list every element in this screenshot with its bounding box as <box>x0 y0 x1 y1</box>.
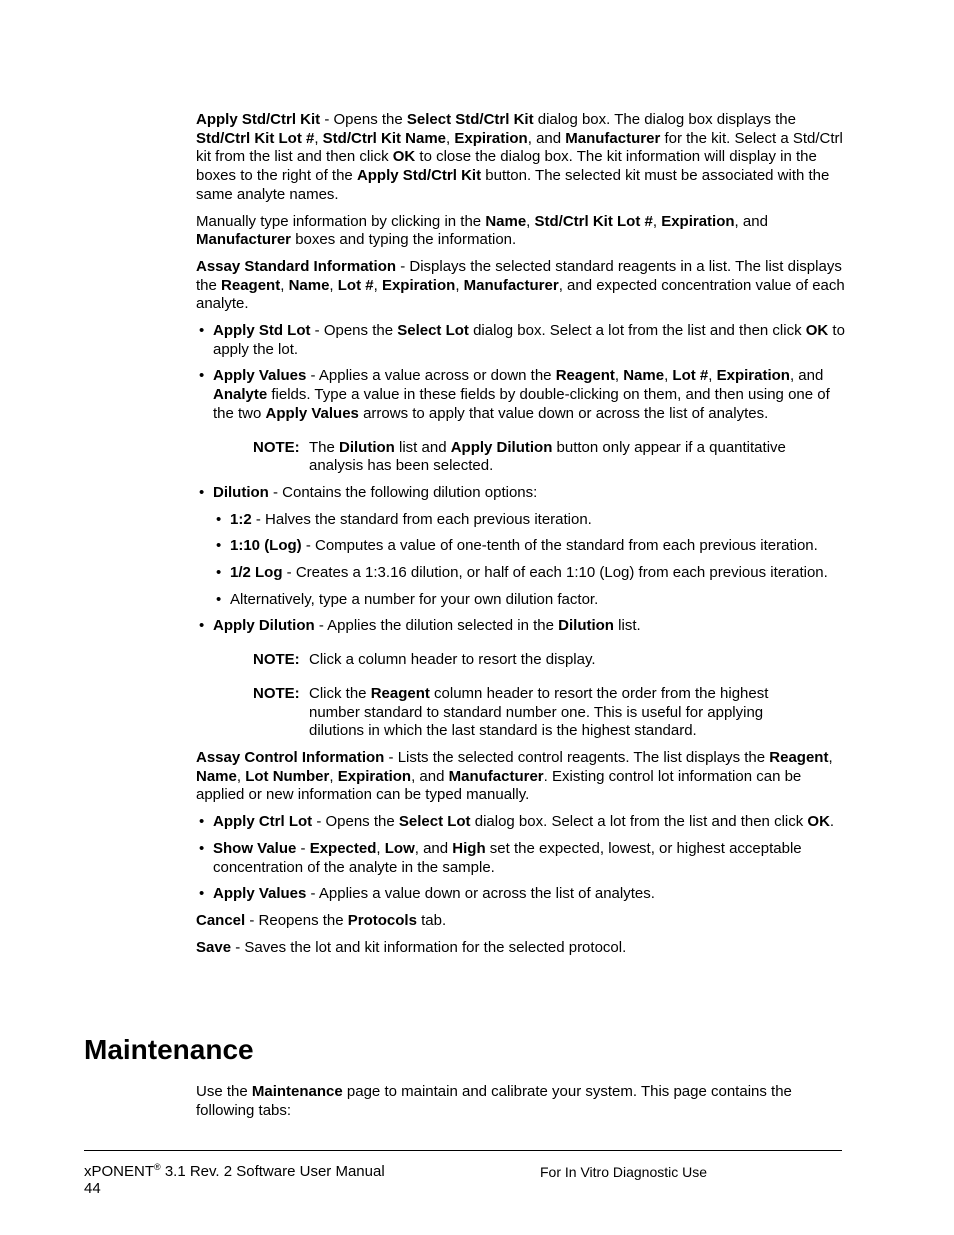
text-run: - Opens the <box>310 322 398 340</box>
text-run: - Computes a value of one-tenth of the standard from each previous iteration. <box>301 537 818 555</box>
text-run: The <box>309 438 340 456</box>
bold-term: Apply Values <box>213 885 307 903</box>
bold-term: Select Lot <box>398 813 471 831</box>
paragraph <box>196 939 846 958</box>
bold-term: Assay Standard Information <box>196 257 397 275</box>
bullet-icon: • <box>216 564 222 582</box>
text-run: list. <box>613 617 641 635</box>
bullet-item <box>196 885 846 904</box>
text-run: , <box>314 129 323 147</box>
bullet-icon: • <box>216 590 222 608</box>
bold-term: Std/Ctrl Kit Lot # <box>196 129 315 147</box>
text-run: - Reopens the <box>245 911 348 929</box>
body-text <box>196 111 846 965</box>
text-run: dialog box. The dialog box displays the <box>533 111 796 128</box>
bold-term: Manufacturer <box>448 767 544 785</box>
paragraph <box>196 213 846 250</box>
sub-bullet-item <box>213 564 846 583</box>
bold-term: OK <box>807 813 830 831</box>
footer-product: xPONENT <box>84 1163 155 1180</box>
footer-rule <box>84 1150 842 1151</box>
text-run: , <box>664 367 673 385</box>
text-run: to close the dialog box. The kit information will display in the boxes to the right of the <box>196 148 817 185</box>
bold-term: Reagent <box>555 367 615 385</box>
text-run: arrows to apply that value down or across the list of analytes. <box>358 404 769 422</box>
text-run: , <box>446 129 455 147</box>
text-run: , <box>828 748 833 766</box>
paragraph <box>196 258 846 314</box>
bold-term: High <box>452 839 486 857</box>
footer-manual-info <box>84 1163 385 1197</box>
bold-term: Select Lot <box>397 322 469 340</box>
bold-term: Expected <box>309 839 377 857</box>
text-run: , <box>652 212 662 230</box>
bold-term: Apply Values <box>265 404 359 422</box>
bold-term: Manufacturer <box>463 276 559 294</box>
text-run: , <box>329 276 338 294</box>
bold-term: Expiration <box>716 367 790 385</box>
note <box>253 685 789 741</box>
bullet-icon: • <box>199 885 205 903</box>
bold-term: 1:10 (Log) <box>230 537 302 555</box>
sub-bullet-item <box>213 537 846 556</box>
text-run: , <box>376 839 385 857</box>
bullet-item <box>196 617 846 636</box>
text-run: list and <box>394 438 451 456</box>
footer-manual-title: 3.1 Rev. 2 Software User Manual <box>160 1163 385 1180</box>
bold-term: Apply Dilution <box>450 438 553 456</box>
note-label: NOTE: <box>253 651 300 669</box>
text-run: , <box>614 367 624 385</box>
bold-term: Show Value <box>213 839 297 857</box>
sub-bullet-item <box>213 511 846 530</box>
text-run: fields. Type a value in these fields by double-clicking on them, and then using one of the two <box>213 386 830 422</box>
bullet-icon: • <box>216 537 222 555</box>
text-run: dialog box. Select a lot from the list and then click <box>468 322 806 340</box>
bold-term: Maintenance <box>251 1083 343 1100</box>
bold-term: Low <box>384 839 415 857</box>
text-run: - Saves the lot and kit information for the selected protocol. <box>231 938 627 956</box>
note-label: NOTE: <box>253 438 300 456</box>
text-run: dialog box. Select a lot from the list and then click <box>470 813 808 831</box>
bold-term: Save <box>196 938 232 956</box>
bold-term: Dilution <box>213 483 269 501</box>
bold-term: Name <box>288 276 330 294</box>
bullet-item <box>196 484 846 503</box>
bold-term: Std/Ctrl Kit Lot # <box>534 212 653 230</box>
text-run: , and <box>789 367 824 385</box>
bold-term: Lot # <box>337 276 374 294</box>
bold-term: Select Std/Ctrl Kit <box>406 111 534 128</box>
section-intro <box>196 1083 846 1120</box>
bullet-icon: • <box>199 367 205 385</box>
text-run: , and expected concentration value of each analyte. <box>196 276 845 313</box>
page-number: 44 <box>84 1180 101 1197</box>
text-run: column header to resort the order from the highest number standard to standard number one. This is useful for applying dilutions in which the last standard is the highest standard. <box>309 684 769 740</box>
paragraph <box>196 912 846 931</box>
bold-term: Reagent <box>221 276 281 294</box>
bold-term: Expiration <box>337 767 412 785</box>
text-run: , and <box>411 767 449 785</box>
bold-term: Reagent <box>370 684 430 702</box>
bold-term: Cancel <box>196 911 246 929</box>
text-run: Click a column header to resort the display. <box>309 651 596 669</box>
bold-term: Dilution <box>339 438 395 456</box>
bold-term: Manufacturer <box>196 231 292 249</box>
bold-term: Lot Number <box>245 767 330 785</box>
text-run: set the expected, lowest, or highest acceptable concentration of the analyte in the sample. <box>213 839 802 876</box>
bold-term: Name <box>485 212 527 230</box>
text-run: tab. <box>416 911 447 929</box>
note <box>253 651 789 670</box>
bullet-item <box>196 813 846 832</box>
text-run: - Creates a 1:3.16 dilution, or half of each 1:10 (Log) from each previous iteration. <box>282 564 828 582</box>
bold-term: 1:2 <box>230 510 252 528</box>
bold-term: Manufacturer <box>565 129 661 147</box>
note <box>253 439 789 476</box>
text-run: button only appear if a quantitative analysis has been selected. <box>309 438 786 475</box>
text-run: - Opens the <box>312 813 399 831</box>
text-run: . Existing control lot information can be applied or new information can be typed manually. <box>196 767 802 804</box>
bold-term: Apply Values <box>213 367 307 385</box>
paragraph <box>196 749 846 805</box>
bold-term: Protocols <box>347 911 417 929</box>
section-heading: Maintenance <box>84 1034 254 1065</box>
text-run: page to maintain and calibrate your system. This page contains the following tabs: <box>196 1083 792 1119</box>
bullet-item <box>196 367 846 423</box>
bullet-item <box>196 322 846 359</box>
text-run: , <box>280 276 289 294</box>
bullet-icon: • <box>199 813 205 831</box>
text-run: . <box>829 813 835 831</box>
text-run: , <box>526 212 535 230</box>
text-run: to apply the lot. <box>213 322 845 358</box>
bold-term: Apply Std Lot <box>213 322 311 340</box>
text-run: , and <box>734 212 768 230</box>
bold-term: Expiration <box>661 212 735 230</box>
bold-term: Reagent <box>769 748 829 766</box>
text-run: for the kit. Select a Std/Ctrl kit from the list and then click <box>196 129 843 166</box>
bold-term: Apply Dilution <box>213 617 315 635</box>
bullet-icon: • <box>199 617 205 635</box>
registered-mark: ® <box>154 1162 161 1172</box>
bold-term: Std/Ctrl Kit Name <box>322 129 447 147</box>
bullet-icon: • <box>199 839 205 857</box>
note-label: NOTE: <box>253 684 300 702</box>
text-run: , <box>373 276 382 294</box>
bold-term: OK <box>805 322 829 340</box>
bold-term: Assay Control Information <box>196 748 385 766</box>
text-run: , <box>236 767 246 785</box>
text-run: , <box>708 367 717 385</box>
text-run: Alternatively, type a number for your own dilution factor. <box>230 590 599 608</box>
text-run: button. The selected kit must be associated with the same analyte names. <box>196 167 830 203</box>
text-run: - Halves the standard from each previous iteration. <box>251 510 592 528</box>
bold-term: Lot # <box>672 367 709 385</box>
text-run: boxes and typing the information. <box>291 231 517 249</box>
paragraph <box>196 111 846 205</box>
bold-term: Name <box>623 367 665 385</box>
text-run: - Applies the dilution selected in the <box>314 617 559 635</box>
text-run: - <box>296 839 310 857</box>
bullet-icon: • <box>199 322 205 340</box>
bold-term: Name <box>196 767 237 785</box>
text-run: - Opens the <box>320 111 407 128</box>
bold-term: Expiration <box>454 129 528 147</box>
bullet-icon: • <box>216 510 222 528</box>
text-run: - Contains the following dilution options: <box>268 483 538 501</box>
bullet-item <box>196 840 846 877</box>
text-run: Click the <box>309 684 371 702</box>
sub-bullet-item <box>213 591 846 610</box>
text-run: , and <box>527 129 566 147</box>
bold-term: Analyte <box>213 386 268 404</box>
bold-term: Apply Ctrl Lot <box>213 813 313 831</box>
text-run: , <box>329 767 338 785</box>
text-run: - Applies a value down or across the list of analytes. <box>306 885 655 903</box>
bold-term: Expiration <box>381 276 456 294</box>
text-run: - Applies a value across or down the <box>306 367 556 385</box>
text-run: Use the <box>196 1083 252 1100</box>
bold-term: Dilution <box>558 617 614 635</box>
text-run: - Displays the selected standard reagents in a list. The list displays the <box>196 257 842 294</box>
bullet-icon: • <box>199 483 205 501</box>
text-run: - Lists the selected control reagents. The list displays the <box>384 748 770 766</box>
text-run: , and <box>414 839 453 857</box>
text-run: Manually type information by clicking in the <box>196 212 486 230</box>
bold-term: OK <box>392 148 416 166</box>
bold-term: 1/2 Log <box>230 564 283 582</box>
text-run: , <box>455 276 464 294</box>
footer-usage-notice: For In Vitro Diagnostic Use <box>540 1164 708 1180</box>
bold-term: Apply Std/Ctrl Kit <box>196 111 321 128</box>
bold-term: Apply Std/Ctrl Kit <box>356 167 482 185</box>
